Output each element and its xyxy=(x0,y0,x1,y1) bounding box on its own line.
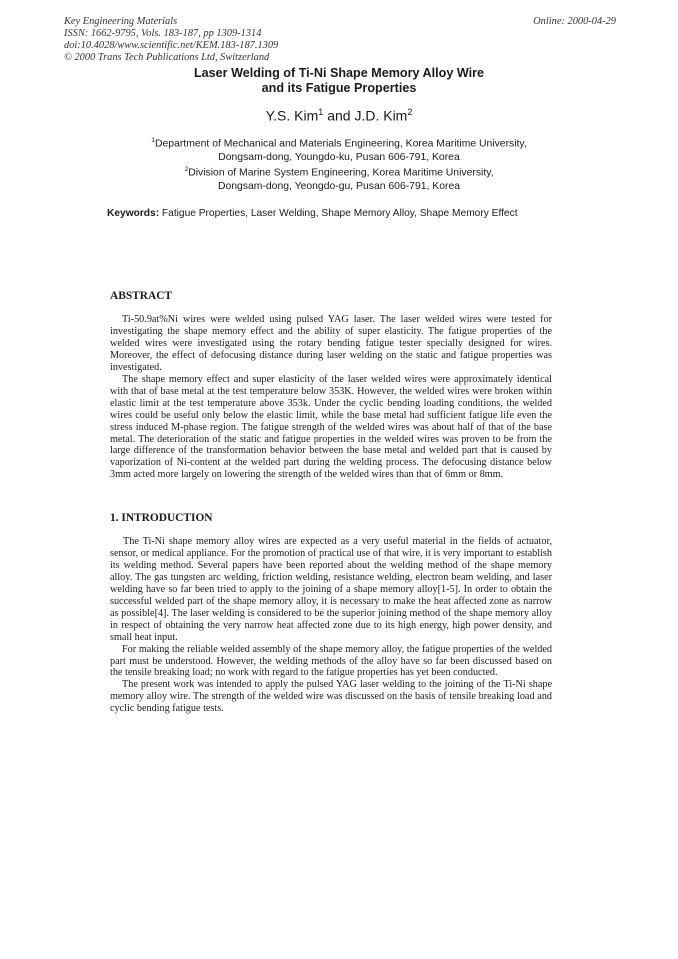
abstract-body xyxy=(110,314,552,481)
journal-doi: doi:10.4028/www.scientific.net/KEM.183-187.1309 xyxy=(64,40,279,51)
affiliation-1-marker: 1 xyxy=(151,137,156,144)
introduction-heading: 1. INTRODUCTION xyxy=(110,512,213,524)
introduction-paragraph: The present work was intended to apply the pulsed YAG laser welding to the joining of the Ti-Ni shape memory alloy wire. The strength of the welded wire was discussed on the basis of tensile breaking load and cyclic bending fatigue tests. xyxy=(110,679,552,715)
author-separator: and xyxy=(323,107,355,124)
abstract-heading: ABSTRACT xyxy=(110,290,173,302)
journal-issn: ISSN: 1662-9795, Vols. 183-187, pp 1309-1314 xyxy=(64,28,262,39)
journal-info xyxy=(64,16,278,64)
affiliation-2-line-2: Dongsam-dong, Yeongdo-gu, Pusan 606-791, Korea xyxy=(217,181,461,193)
author-list xyxy=(0,107,678,124)
online-date: Online: 2000-04-29 xyxy=(533,16,616,27)
journal-copyright: © 2000 Trans Tech Publications Ltd, Switzerland xyxy=(64,52,270,63)
introduction-paragraph: The Ti-Ni shape memory alloy wires are expected as a very useful material in the fields of actuator, sensor, or medical appliance. For the promotion of practical use of that wire, it is very important to establish its welding method. Several papers have been reported about the welding method of the shape memory alloy. The gas tungsten arc welding, friction welding, resistance welding, electron beam welding, and laser welding have so far been tried to apply to the joining of a shape memory alloy[1-5]. In order to obtain the successful welded part of the shape memory alloy, it is necessary to make the heat affected zone as narrow as possible[4]. The laser welding is considered to be the superior joining method of the shape memory alloy in respect of obtaining the very narrow heat affected zone due to its high energy, high power density, and small heat input. xyxy=(110,536,552,643)
abstract-paragraph: Ti-50.9at%Ni wires were welded using pulsed YAG laser. The laser welded wires were tested for investigating the shape memory effect and the ability of super elasticity. The fatigue properties of the welded wires were investigated using the rotary bending fatigue tester specially designed for wires. Moreover, the effect of defocusing distance during laser welding on the static and fatigue properties was investigated. xyxy=(110,314,552,373)
affiliation-1-line-1: Department of Mechanical and Materials Engineering, Korea Maritime University, xyxy=(155,138,527,150)
keywords-text: Fatigue Properties, Laser Welding, Shape Memory Alloy, Shape Memory Effect xyxy=(159,208,518,219)
author-2-affil-marker: 2 xyxy=(407,107,413,117)
journal-name: Key Engineering Materials xyxy=(64,16,178,27)
abstract-paragraph: The shape memory effect and super elasticity of the laser welded wires were approximately identical with that of base metal at the test temperature below 353K. However, the welded wires were broken within elastic limit at the test temperature above 353k. Under the cyclic bending loading conditions, the welded wires could be useful only below the elastic limit, while the base metal had sufficient fatigue life even the stress induced M-phase region. The fatigue strength of the welded wires was about half of that of the base metal. The deterioration of the static and fatigue properties in the welded wires was proven to be from the large difference of the transformation behavior between the base metal and welded part that is caused by vaporization of Ni-content at the welded part during the welding process. The defocusing distance below 3mm acted more largely on lowering the strength of the welded wires than that of 6mm or 8mm. xyxy=(110,373,552,481)
introduction-paragraph: For making the reliable welded assembly of the shape memory alloy, the fatigue properties of the welded part must be understood. However, the welding methods of the alloy have so far been discussed based on the tensile breaking load; no work with regard to the fatigue properties has yet been conducted. xyxy=(110,643,552,679)
author-2: J.D. Kim xyxy=(354,107,408,124)
affiliation-2 xyxy=(0,163,678,194)
affiliation-2-marker: 2 xyxy=(184,166,189,173)
title-line-1: Laser Welding of Ti-Ni Shape Memory Alloy Wire xyxy=(193,66,485,80)
author-1: Y.S. Kim xyxy=(265,107,319,124)
affiliation-1-line-2: Dongsam-dong, Youngdo-ku, Pusan 606-791, Korea xyxy=(218,152,460,164)
keywords xyxy=(107,208,518,219)
introduction-body xyxy=(110,536,552,715)
paper-title xyxy=(0,66,678,96)
affiliation-2-line-1: Division of Marine System Engineering, Korea Maritime University, xyxy=(188,167,494,179)
keywords-label: Keywords: xyxy=(107,208,160,219)
title-line-2: and its Fatigue Properties xyxy=(261,81,417,95)
affiliation-1 xyxy=(0,134,678,165)
author-1-affil-marker: 1 xyxy=(318,107,324,117)
